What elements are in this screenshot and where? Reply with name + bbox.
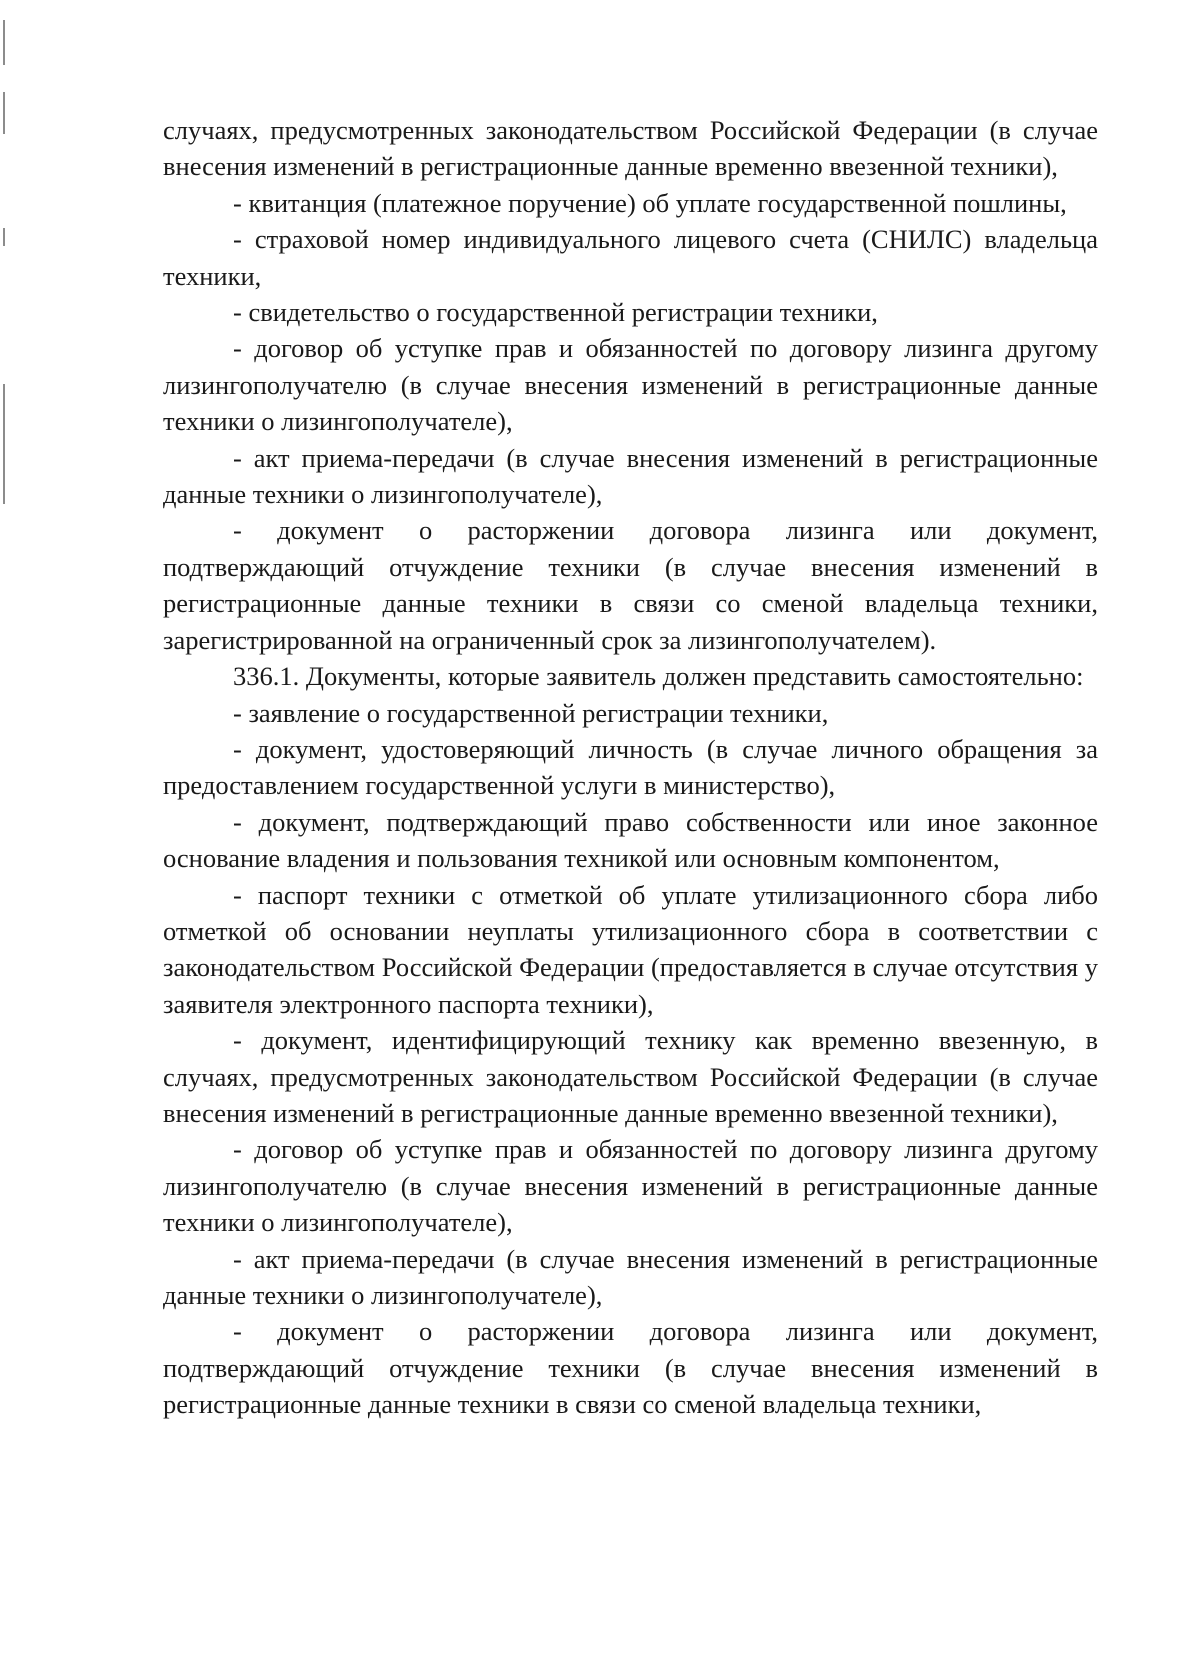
list-item-identity-document: - документ, удостоверяющий личность (в случае личного обращения за предоставлением государственной услуги в министерство), [163, 733, 1098, 801]
list-item-assignment-agreement: - договор об уступке прав и обязанностей по договору лизинга другому лизингополучателю (в случае внесения изменений в регистрационные данные техники о лизингополучателе), [163, 333, 1098, 437]
list-item-lease-termination: - документ о расторжении договора лизинга или документ, подтверждающий отчуждение техники (в случае внесения изменений в регистрационные данные техники в связи со сменой владельца техники, зарегистрированной на ограниченный срок за лизингополучателем). [163, 515, 1098, 655]
scan-edge-mark [3, 384, 5, 504]
list-item-receipt: - квитанция (платежное поручение) об уплате государственной пошлины, [233, 187, 1067, 218]
list-item-transfer-act: - акт приема-передачи (в случае внесения изменений в регистрационные данные техники о лизингополучателе), [163, 442, 1098, 510]
list-item-vehicle-passport: - паспорт техники с отметкой об уплате утилизационного сбора либо отметкой об основании неуплаты утилизационного сбора в соответствии с законодательством Российской Федерации (предоставляется в случае отсутствия у заявителя электронного паспорта техники), [163, 879, 1098, 1019]
scan-edge-mark [3, 20, 5, 65]
document-page [163, 112, 1098, 1423]
list-item-assignment-agreement: - договор об уступке прав и обязанностей по договору лизинга другому лизингополучателю (в случае внесения изменений в регистрационные данные техники о лизингополучателе), [163, 1134, 1098, 1238]
section-heading-336-1: 336.1. Документы, которые заявитель должен представить самостоятельно: [233, 661, 1084, 692]
list-item-registration-certificate: - свидетельство о государственной регистрации техники, [233, 297, 878, 328]
list-item-transfer-act: - акт приема-передачи (в случае внесения изменений в регистрационные данные техники о лизингополучателе), [163, 1243, 1098, 1310]
list-item-snils: - страховой номер индивидуального лицевого счета (СНИЛС) владельца техники, [163, 224, 1098, 291]
list-item-temporary-import-document: - документ, идентифицирующий технику как временно ввезенную, в случаях, предусмотренных законодательством Российской Федерации (в случае внесения изменений в регистрационные данные временно ввезенной техники), [163, 1025, 1098, 1128]
list-item-ownership-document: - документ, подтверждающий право собственности или иное законное основание владения и пользования техникой или основным компонентом, [163, 806, 1098, 874]
paragraph-continuation: случаях, предусмотренных законодательством Российской Федерации (в случае внесения изменений в регистрационные данные временно ввезенной техники), [163, 115, 1098, 182]
list-item-lease-termination: - документ о расторжении договора лизинга или документ, подтверждающий отчуждение техники (в случае внесения изменений в регистрационные данные техники в связи со сменой владельца техники, [163, 1316, 1098, 1420]
scan-edge-mark [3, 92, 5, 134]
list-item-application: - заявление о государственной регистрации техники, [233, 697, 829, 728]
scan-edge-mark [3, 228, 5, 246]
